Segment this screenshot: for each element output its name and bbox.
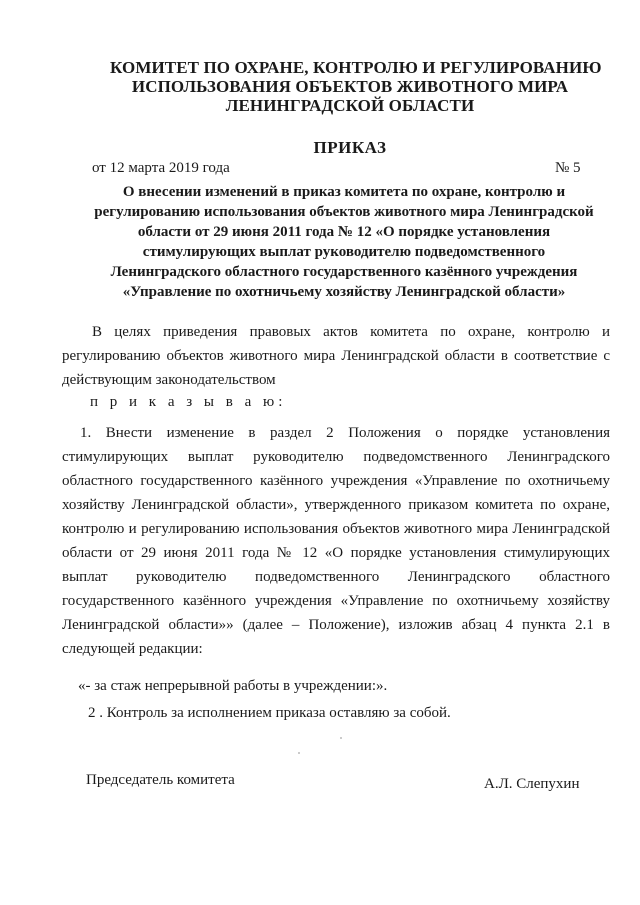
subject-line-4: стимулирующих выплат руководителю подведомственного <box>142 244 546 260</box>
issuer-line-2: ИСПОЛЬЗОВАНИЯ ОБЪЕКТОВ ЖИВОТНОГО МИРА <box>131 77 569 96</box>
document-title: ПРИКАЗ <box>313 138 387 157</box>
subject-line-5: Ленинградского областного государственного казённого учреждения <box>110 264 578 280</box>
order-item-2: 2 . Контроль за исполнением приказа оставляю за собой. <box>88 705 451 721</box>
subject-line-6: «Управление по охотничьему хозяйству Ленинградской области» <box>122 284 566 300</box>
order-date: от 12 марта 2019 года <box>92 160 230 176</box>
order-item-1: 1. Внести изменение в раздел 2 Положения о порядке установления стимулирующих выплат руководителю подведомственного Ленинградского областного государственного казённого учреждения «Управление по охотничьему хозяйству Ленинградской области», утвержденного приказом комитета по охране, контролю и регулированию использования объектов животного мира Ленинградской области от 29 июня 2011 года № 12 «О порядке установления стимулирующих выплат руководителю подведомственного Ленинградского областного государственного казённого учреждения «Управление по охотничьему хозяйству Ленинградской области»» (далее – Положение), изложив абзац 4 пункта 2.1 в следующей редакции: <box>62 425 610 657</box>
order-subject <box>84 182 604 302</box>
signer-title: Председатель комитета <box>86 772 235 788</box>
subject-line-3: области от 29 июня 2011 года № 12 «О порядке установления <box>137 224 551 240</box>
issuer-line-1: КОМИТЕТ ПО ОХРАНЕ, КОНТРОЛЮ И РЕГУЛИРОВАНИЮ <box>110 58 602 77</box>
issuer-line-3: ЛЕНИНГРАДСКОЙ ОБЛАСТИ <box>225 96 475 115</box>
issuer-header <box>110 58 602 115</box>
preamble-paragraph: В целях приведения правовых актов комитета по охране, контролю и регулированию объектов животного мира Ленинградской области в соответствие с действующим законодательством <box>62 324 610 388</box>
signer-name: А.Л. Слепухин <box>484 776 580 792</box>
subject-line-1: О внесении изменений в приказ комитета по охране, контролю и <box>122 184 566 200</box>
scan-speck <box>298 752 300 754</box>
subject-line-2: регулированию использования объектов животного мира Ленинградской <box>94 204 594 220</box>
order-number: № 5 <box>555 160 581 176</box>
order-word: п р и к а з ы в а ю: <box>90 394 287 410</box>
scan-speck <box>340 737 342 739</box>
order-item-1-quote: «- за стаж непрерывной работы в учреждении:». <box>78 678 388 694</box>
